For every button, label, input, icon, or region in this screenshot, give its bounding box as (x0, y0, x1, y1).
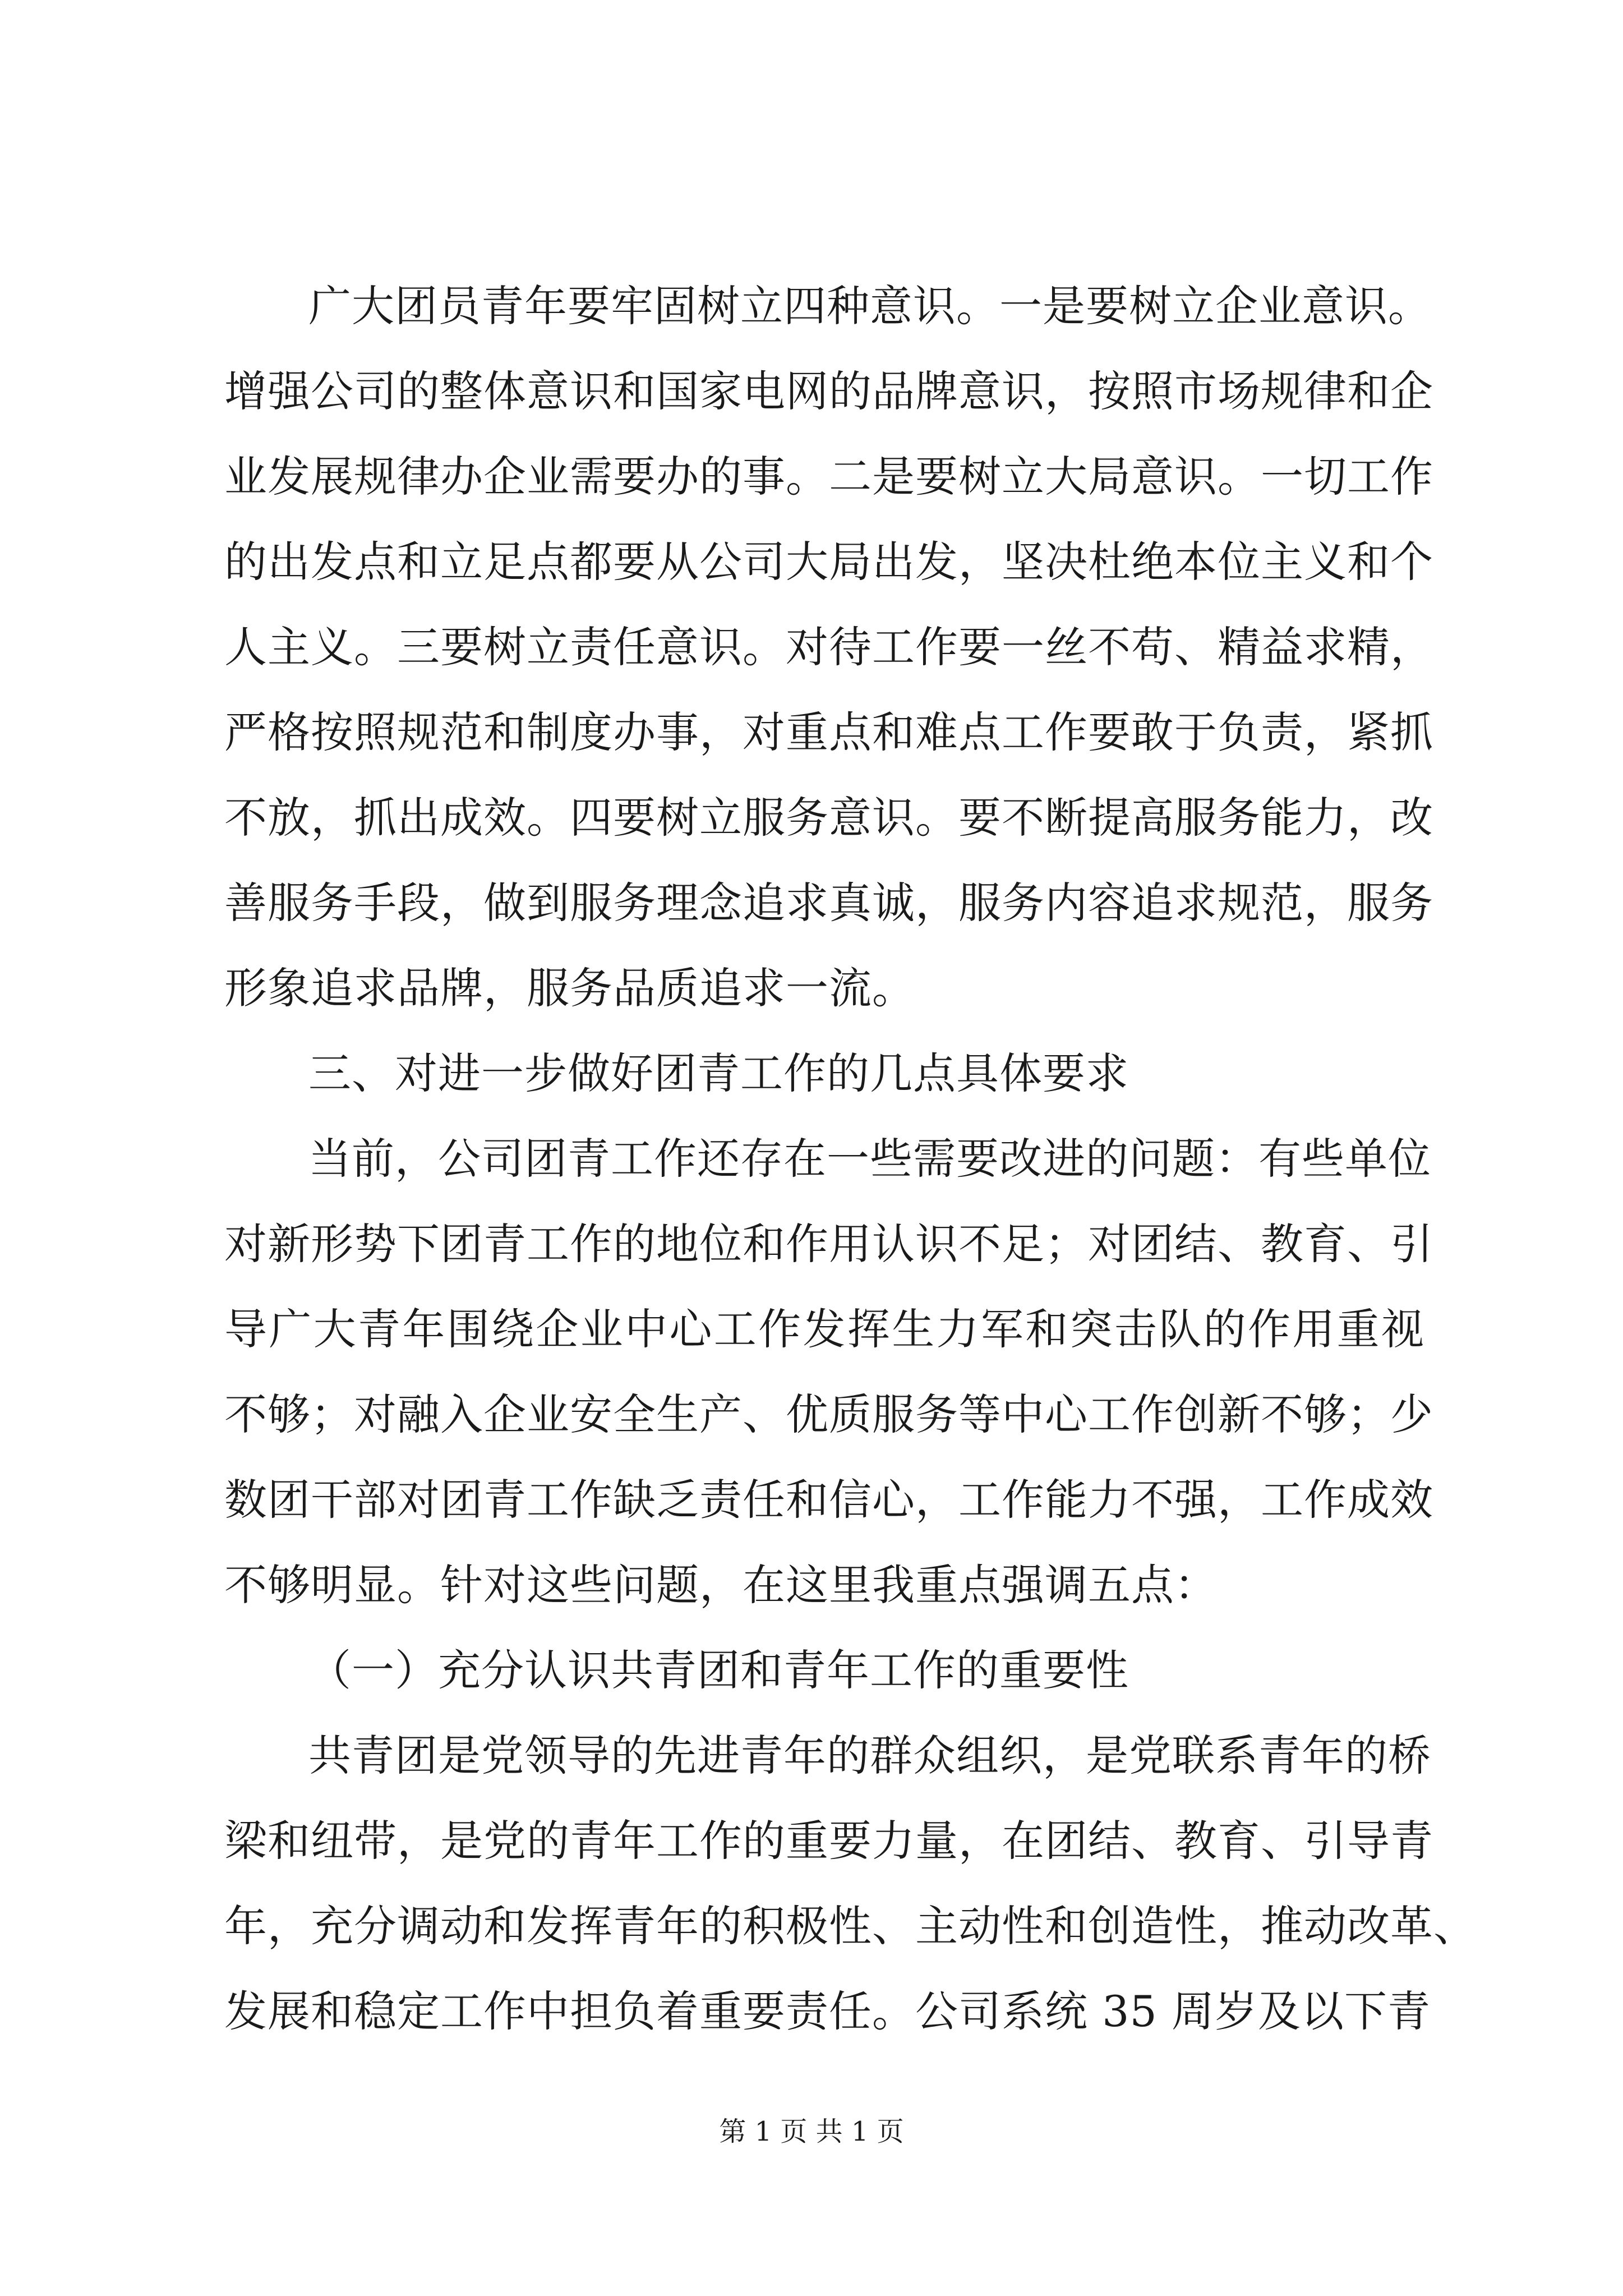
paragraph-line: 当前，公司团青工作还存在一些需要改进的问题：有些单位 (308, 1134, 1431, 1184)
paragraph-line: 人主义。三要树立责任意识。对待工作要一丝不苟、精益求精， (224, 622, 1433, 672)
paragraph-line: 导广大青年围绕企业中心工作发挥生力军和突击队的作用重视 (224, 1304, 1424, 1354)
paragraph-line: 增强公司的整体意识和国家电网的品牌意识，按照市场规律和企 (224, 366, 1433, 416)
paragraph-line: 不放，抓出成效。四要树立服务意识。要不断提高服务能力，改 (224, 793, 1433, 843)
paragraph-line: 广大团员青年要牢固树立四种意识。一是要树立企业意识。 (308, 281, 1431, 331)
paragraph-line: 不够明显。针对这些问题，在这里我重点强调五点： (224, 1560, 1218, 1610)
paragraph-line: 对新形势下团青工作的地位和作用认识不足；对团结、教育、引 (224, 1219, 1433, 1269)
paragraph-line: 共青团是党领导的先进青年的群众组织，是党联系青年的桥 (308, 1731, 1431, 1780)
subsection-heading: （一）充分认识共青团和青年工作的重要性 (308, 1645, 1129, 1695)
paragraph-line: 梁和纽带，是党的青年工作的重要力量，在团结、教育、引导青 (224, 1816, 1433, 1866)
document-body (224, 264, 1477, 2054)
paragraph-line: 数团干部对团青工作缺乏责任和信心，工作能力不强，工作成效 (224, 1475, 1433, 1525)
paragraph-line: 严格按照规范和制度办事，对重点和难点工作要敢于负责，紧抓 (224, 707, 1433, 757)
paragraph-line: 年，充分调动和发挥青年的积极性、主动性和创造性，推动改革、 (224, 1901, 1477, 1951)
paragraph-line: 不够；对融入企业安全生产、优质服务等中心工作创新不够；少 (224, 1389, 1433, 1439)
paragraph-line: 发展和稳定工作中担负着重要责任。公司系统 35 周岁及以下青 (224, 1986, 1431, 2036)
paragraph-line: 的出发点和立足点都要从公司大局出发，坚决杜绝本位主义和个 (224, 537, 1433, 587)
section-heading: 三、对进一步做好团青工作的几点具体要求 (308, 1048, 1129, 1098)
paragraph-line: 善服务手段，做到服务理念追求真诚，服务内容追求规范，服务 (224, 878, 1433, 928)
paragraph-line: 业发展规律办企业需要办的事。二是要树立大局意识。一切工作 (224, 452, 1433, 501)
page-footer: 第 1 页 共 1 页 (719, 2116, 904, 2147)
paragraph-line: 形象追求品牌，服务品质追求一流。 (224, 963, 915, 1013)
